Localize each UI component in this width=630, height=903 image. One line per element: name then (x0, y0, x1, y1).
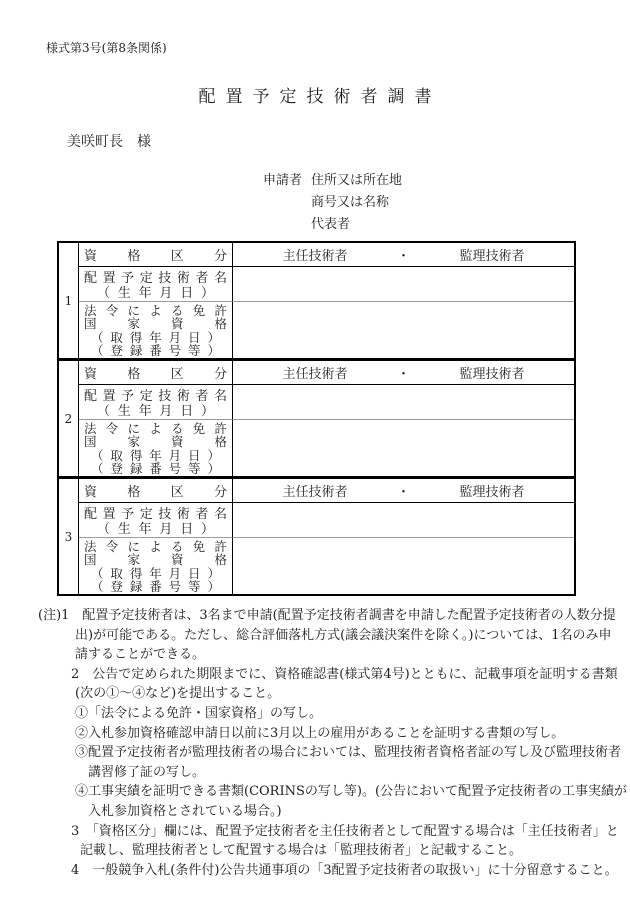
engineer-name-field-3[interactable] (233, 503, 574, 538)
engineer-name-label: 配 置 予 定 技 術 者 名 （ 生 年 月 日 ） (79, 385, 233, 420)
note-line: 講習修了証の写し。 (88, 764, 206, 780)
applicant-block (263, 170, 402, 236)
chief-engineer-option: 主任技術者 (282, 485, 348, 500)
note-line: ①「法令による免許・国家資格」の写し。 (75, 705, 323, 721)
note-line: (注)1 配置予定技術者は、3名まで申請(配置予定技術者調書を申請した配置予定技術者の人数分提 (38, 608, 616, 623)
engineers-table (57, 241, 576, 596)
qualification-category-label: 資 格 区 分 (79, 361, 233, 385)
engineer-name-field-1[interactable] (233, 267, 574, 302)
block-number-1: 1 (59, 243, 79, 358)
note-line: ④工事実績を証明できる書類(CORINSの写し等)。(公告において配置予定技術者の工事実績が (75, 784, 628, 800)
engineer-block-1 (57, 241, 576, 360)
note-line: 出)が可能である。ただし、総合評価落札方式(議会議決案件を除く。)については、1名のみ申 (75, 627, 612, 643)
note-line: ②入札参加資格確認申請日以前に3月以上の雇用があることを証明する書類の写し。 (75, 725, 565, 741)
qualification-category-label: 資 格 区 分 (79, 243, 233, 267)
notes-section (38, 606, 628, 880)
page-title: 配置予定技術者調書 (198, 87, 442, 107)
license-field-1[interactable] (233, 302, 574, 358)
chief-engineer-option: 主任技術者 (282, 249, 348, 264)
block-number-3: 3 (59, 479, 79, 594)
applicant-representative-label: 代表者 (311, 217, 351, 232)
note-line: ③配置予定技術者が監理技術者の場合においては、監理技術者資格者証の写し及び監理技術者 (75, 745, 622, 761)
note-line: 請することができる。 (75, 647, 206, 663)
separator-dot: ・ (396, 367, 410, 382)
chief-engineer-option: 主任技術者 (282, 367, 348, 382)
engineer-name-field-2[interactable] (233, 385, 574, 420)
applicant-label: 申請者 (263, 173, 303, 188)
license-field-2[interactable] (233, 420, 574, 476)
note-line: 入札参加資格とされている場合。) (88, 803, 282, 819)
note-line: 3 「資格区分」欄には、配置予定技術者を主任技術者として配置する場合は「主任技術者」と (71, 823, 619, 839)
supervising-engineer-option: 監理技術者 (459, 485, 525, 500)
supervising-engineer-option: 監理技術者 (459, 249, 525, 264)
engineer-block-3 (57, 477, 576, 596)
note-line: 4 一般競争入札(条件付)公告共通事項の「3配置予定技術者の取扱い」に十分留意すること。 (71, 862, 618, 878)
license-field-3[interactable] (233, 538, 574, 594)
note-line: 2 公告で定められた期限までに、資格確認書(様式第4号)とともに、記載事項を証明する書類 (71, 666, 618, 682)
engineer-name-label: 配 置 予 定 技 術 者 名 （ 生 年 月 日 ） (79, 267, 233, 302)
license-label: 法 令 に よ る 免 許 国 家 資 格 （ 取 得 年 月 日 ） （ 登 録 番 号 等 ） (79, 420, 233, 476)
applicant-company-label: 商号又は名称 (311, 195, 390, 210)
addressee: 美咲町長 様 (67, 134, 151, 150)
supervising-engineer-option: 監理技術者 (459, 367, 525, 382)
separator-dot: ・ (396, 485, 410, 500)
applicant-address-label: 住所又は所在地 (311, 173, 403, 188)
license-label: 法 令 に よ る 免 許 国 家 資 格 （ 取 得 年 月 日 ） （ 登 録 番 号 等 ） (79, 302, 233, 358)
engineer-block-2 (57, 359, 576, 478)
qualification-category-label: 資 格 区 分 (79, 479, 233, 503)
engineer-name-label: 配 置 予 定 技 術 者 名 （ 生 年 月 日 ） (79, 503, 233, 538)
form-number: 様式第3号(第8条関係) (46, 41, 167, 55)
license-label: 法 令 に よ る 免 許 国 家 資 格 （ 取 得 年 月 日 ） （ 登 録 番 号 等 ） (79, 538, 233, 594)
qualification-options (233, 243, 574, 267)
separator-dot: ・ (396, 249, 410, 264)
qualification-options (233, 479, 574, 503)
note-line: 記載し、監理技術者として配置する場合は「監理技術者」と記載すること。 (80, 843, 523, 859)
note-line: (次の①～④など)を提出すること。 (75, 686, 281, 702)
block-number-2: 2 (59, 361, 79, 476)
qualification-options (233, 361, 574, 385)
